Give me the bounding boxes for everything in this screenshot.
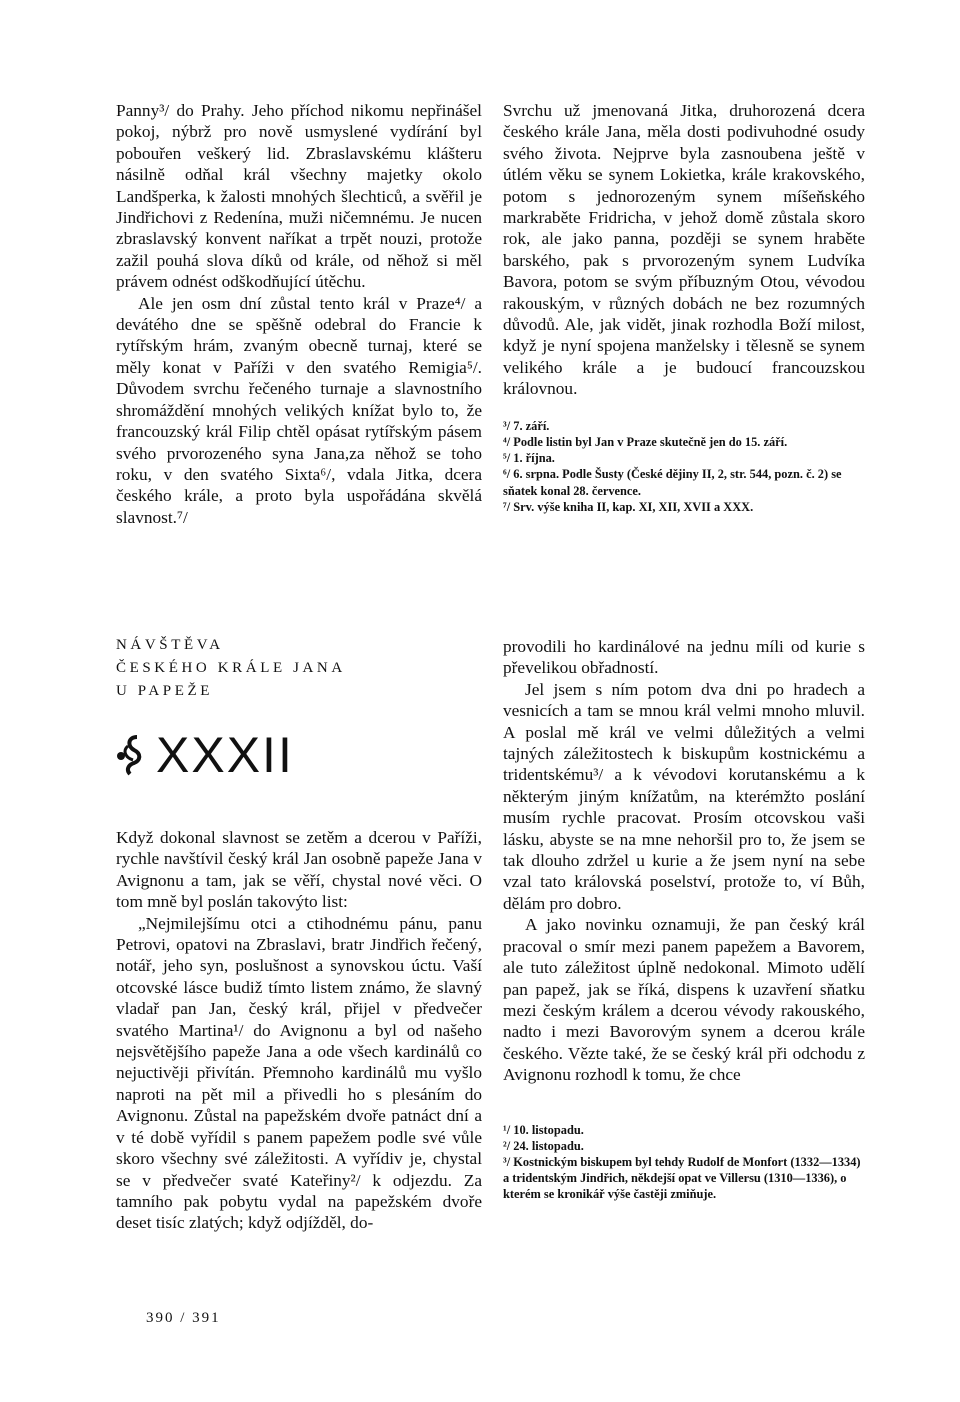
footnote: ⁶/ 6. srpna. Podle Šusty (České dějiny II, 2, str. 544, pozn. č. 2) se sňatek konal 28. července. [503, 467, 842, 498]
chapter-heading [116, 634, 482, 703]
section-ornament-icon [116, 730, 142, 780]
paragraph: provodili ho kardinálové na jednu míli od kurie s převelikou obřadností. [503, 637, 865, 678]
bottom-right-column [503, 636, 865, 1203]
footnote: ⁴/ Podle listin byl Jan v Praze skutečně jen do 15. září. [503, 434, 788, 449]
heading-line: ČESKÉHO KRÁLE JANA [116, 660, 346, 676]
paragraph: Panny³/ do Prahy. Jeho příchod nikomu nepřinášel pokoj, nýbrž pro nově usmyslené vydírání byl pobouřen veškerý lid. Zbraslavskému klášteru násilně odňal král všechny majetky okolo Landšperka, k žalosti mnohých šlechticů, a svěřil je Jindřichovi z Redenína, muži ničemnému. Je nucen zbraslavský konvent naříkat a trpět nouzi, protože zažil pouhá slova díků od krále, od něhož si měl právem odnést odškodňující útěchu. [116, 101, 482, 292]
paragraph: Když dokonal slavnost se zetěm a dcerou v Paříži, rychle navštívil český král Jan osobně papeže Jana v Avignonu a tam, jak se věří, chystal nové věci. O tom mně byl poslán takovýto list: [116, 828, 482, 912]
footnote: ⁷/ Srv. výše kniha II, kap. XI, XII, XVII a XXX. [503, 499, 754, 514]
footnote: ⁵/ 1. října. [503, 451, 555, 466]
paragraph: „Nejmilejšímu otci a ctihodnému pánu, panu Petrovi, opatovi na Zbraslavi, bratr Jindřich řečený, notář, jeho syn, poslušnost a synovskou úctu. Vaší otcovské lásce budiž tímto listem známo, že slavný vladař pan Jan, český král, přijel v předvečer svatého Martina¹/ do Avignonu a byl od našeho nejsvětějšího papeže Jana a ode všech kardinálů co nejuctivěji přivítán. Přemnoho kardinálů mu vyšlo naproti na pět mil a přivedli ho s plesáním do Avignonu. Zůstal na papežském dvoře patnáct dní a v té době vyřídil s panem papežem podle své vůle skoro všechny své záležitosti. A vyřídiv je, chystal se v předvečer svaté Kateřiny²/ k odjezdu. Za tamního pak pobytu vydal na papežském dvoře deset tisíc zlatých; když odjížděl, do- [116, 913, 482, 1233]
paragraph: A jako novinku oznamuji, že pan český král pracoval o smír mezi panem papežem a Bavorem, ale tuto záležitost úplně nedokonal. Mimoto udělí pan papež, jak se říká, dispens k uzavření sňatku mezi českým králem a dcerou vévody rakouského, nadto i mezi Bavorovým synem a dcerou krále českého. Vězte také, že se český král při odchodu z Avignonu rozhodl k tomu, že chce [503, 915, 865, 1085]
paragraph: Svrchu už jmenovaná Jitka, druhorozená dcera českého krále Jana, měla dosti podivuhodné osudy svého života. Nejprve byla zasnoubena ještě v útlém věku se synem Lokietka, krále krakovského, potom s jednorozeným synem míšeňského markraběte Fridricha, v jehož domě zůstala skoro rok, ale jako panna, později se synem hraběte barského, pak s prvorozeným synem Ludvíka Bavora, potom se svým příbuzným Otou, vévodou rakouským, v různých dobách ne bez rozumných důvodů. Ale, jak vidět, jinak rozhodla Boží milost, když je nyní spojena manželsky i tělesně se synem velikého krále a je budoucí francouzskou královnou. [503, 101, 865, 399]
heading-line: U PAPEŽE [116, 683, 214, 699]
paragraph: Jel jsem s ním potom dva dni po hradech a vesnicích a tam se mnou král velmi mnoho mluvil. A poslal mě král ve velmi důležitých a velmi tajných záležitostech k biskupům kostnickému a tridentskému³/ a k vévodovi korutanskému a k některým jiným knížatům, na kterémžto poslání musím rychle pracovat. Prosím otcovskou vaši lásku, abyste se na mne nehoršil pro to, že jsem se tak dlouho zdržel u kurie a že jsem nyní na sebe vzal tato královská poselství, protože to, ví Bůh, dělám pro dobro. [503, 679, 865, 913]
page-number: 390 / 391 [146, 1310, 221, 1326]
footnote: ¹/ 10. listopadu. [503, 1122, 584, 1137]
footnote: ³/ Kostnickým biskupem byl tehdy Rudolf de Monfort (1332—1334) a tridentským Jindřich, někdejší opat ve Villersu (1310—1336), o kterém se kronikář výše častěji zmiňuje. [503, 1154, 861, 1202]
footnote: ³/ 7. září. [503, 418, 550, 433]
footnote: ²/ 24. listopadu. [503, 1138, 584, 1153]
top-left-column [116, 100, 482, 528]
footnotes-bottom [503, 1122, 865, 1203]
paragraph: Ale jen osm dní zůstal tento král v Praze⁴/ a devátého dne se spěšně odebral do Francie k rytířským hrám, zvaným obecně turnaj, které se měly konat v Paříži v den svatého Remigia⁵/. Důvodem svrchu řečeného turnaje a slavnostního shromáždění mnohých velikých knížat bylo to, že francouzský král Filip chtěl opásat rytířským pásem svého prvorozeného syna Jana,za něhož se toho roku, v den svatého Sixta⁶/, vdala Jitka, dcera českého krále, a proto byla uspořádána skvělá slavnost.⁷/ [116, 293, 482, 527]
chapter-number-block [116, 720, 294, 790]
top-right-column [503, 100, 865, 515]
footnotes-top [503, 418, 865, 515]
chapter-number: XXXII [156, 727, 294, 783]
heading-line: NÁVŠTĚVA [116, 637, 224, 653]
bottom-left-column [116, 827, 482, 1234]
